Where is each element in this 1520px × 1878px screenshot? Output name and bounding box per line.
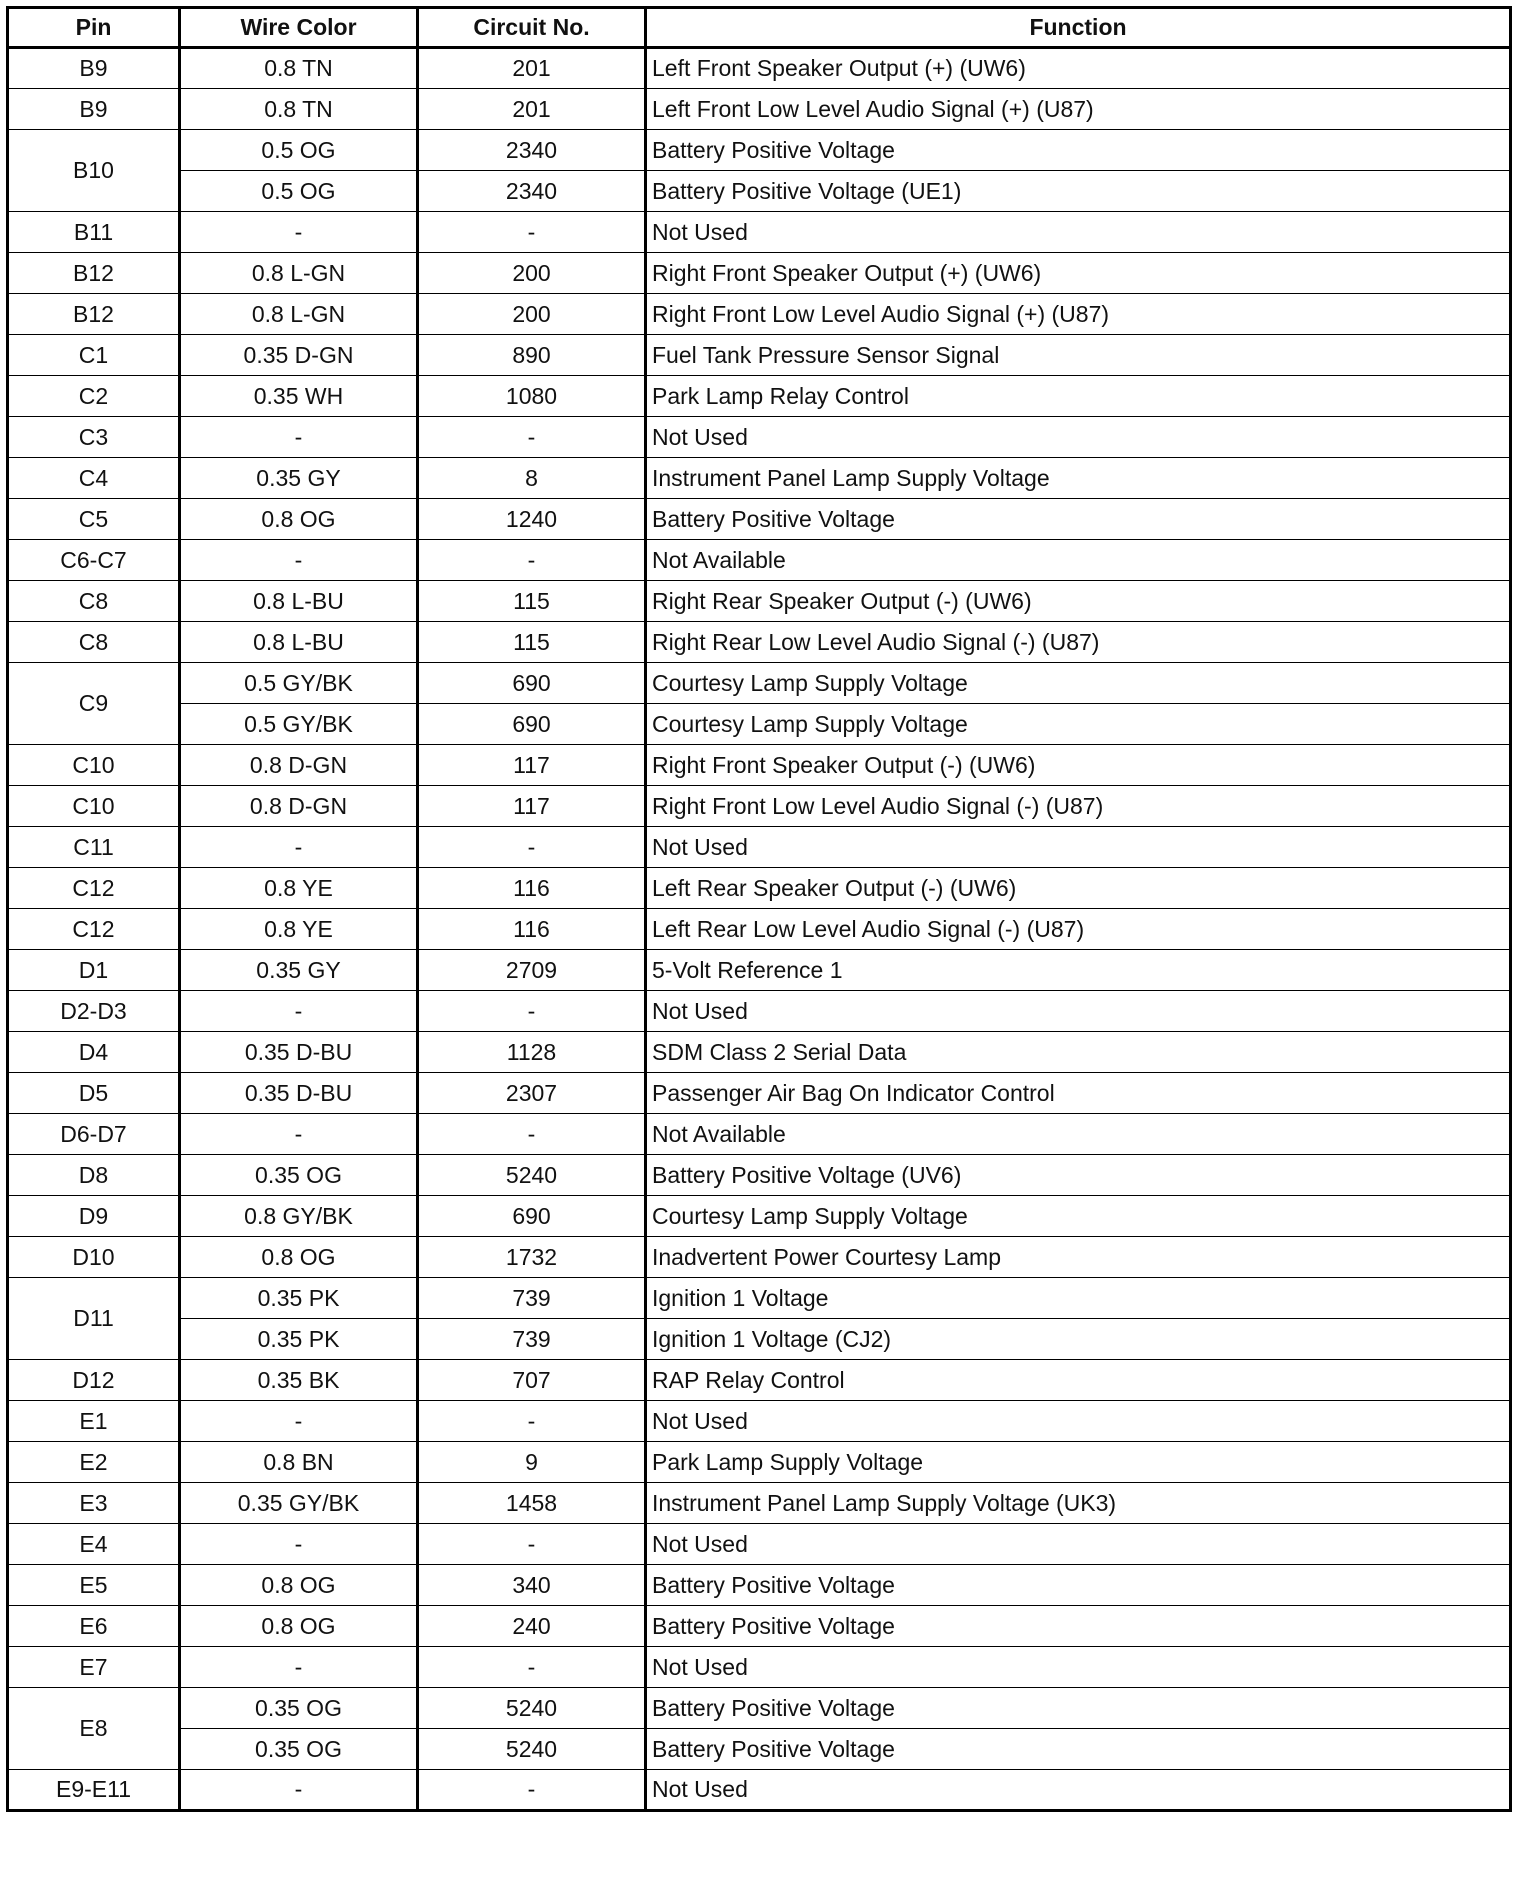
function-cell: Battery Positive Voltage (UE1) [646,171,1511,212]
header-pin: Pin [8,8,180,48]
function-cell: Not Available [646,1114,1511,1155]
circuit-no-cell: - [418,212,646,253]
circuit-no-cell: 5240 [418,1155,646,1196]
function-cell: Right Rear Low Level Audio Signal (-) (U87) [646,622,1511,663]
function-cell: Park Lamp Relay Control [646,376,1511,417]
pin-cell: E8 [8,1688,180,1770]
pin-cell: B9 [8,89,180,130]
table-row [8,458,1511,499]
wire-color-cell: - [180,212,418,253]
table-row [8,1155,1511,1196]
pin-cell: C8 [8,581,180,622]
function-cell: Not Used [646,1401,1511,1442]
function-cell: Ignition 1 Voltage [646,1278,1511,1319]
function-cell: Ignition 1 Voltage (CJ2) [646,1319,1511,1360]
function-cell: Not Used [646,991,1511,1032]
circuit-no-cell: 2709 [418,950,646,991]
table-row [8,704,1511,745]
pin-cell: C5 [8,499,180,540]
header-function: Function [646,8,1511,48]
table-row [8,1114,1511,1155]
wire-color-cell: 0.8 L-GN [180,294,418,335]
wire-color-cell: 0.35 GY [180,950,418,991]
wire-color-cell: - [180,540,418,581]
wire-color-cell: 0.8 OG [180,1565,418,1606]
function-cell: 5-Volt Reference 1 [646,950,1511,991]
circuit-no-cell: - [418,991,646,1032]
function-cell: Not Used [646,212,1511,253]
wire-color-cell: 0.8 TN [180,48,418,89]
pin-cell: D10 [8,1237,180,1278]
circuit-no-cell: - [418,1114,646,1155]
table-row [8,745,1511,786]
pin-cell: E6 [8,1606,180,1647]
pin-cell: D1 [8,950,180,991]
pin-cell: D11 [8,1278,180,1360]
table-header [8,8,1511,48]
pin-cell: C2 [8,376,180,417]
function-cell: Left Front Speaker Output (+) (UW6) [646,48,1511,89]
circuit-no-cell: - [418,1524,646,1565]
function-cell: Courtesy Lamp Supply Voltage [646,704,1511,745]
function-cell: Battery Positive Voltage (UV6) [646,1155,1511,1196]
wire-color-cell: - [180,991,418,1032]
circuit-no-cell: 1458 [418,1483,646,1524]
function-cell: Battery Positive Voltage [646,499,1511,540]
function-cell: Not Used [646,1647,1511,1688]
function-cell: SDM Class 2 Serial Data [646,1032,1511,1073]
wire-color-cell: 0.35 BK [180,1360,418,1401]
table-row [8,1524,1511,1565]
circuit-no-cell: 240 [418,1606,646,1647]
function-cell: Not Available [646,540,1511,581]
circuit-no-cell: 340 [418,1565,646,1606]
function-cell: RAP Relay Control [646,1360,1511,1401]
table-row [8,1401,1511,1442]
pin-cell: D5 [8,1073,180,1114]
pin-cell: C12 [8,868,180,909]
circuit-no-cell: 200 [418,294,646,335]
wire-color-cell: 0.35 WH [180,376,418,417]
pin-cell: E3 [8,1483,180,1524]
wire-color-cell: 0.8 YE [180,868,418,909]
table-row [8,950,1511,991]
pin-cell: B12 [8,294,180,335]
wire-color-cell: 0.35 PK [180,1319,418,1360]
pin-cell: B11 [8,212,180,253]
circuit-no-cell: - [418,540,646,581]
table-row [8,786,1511,827]
pin-cell: C1 [8,335,180,376]
pin-cell: D9 [8,1196,180,1237]
header-row [8,8,1511,48]
wire-color-cell: 0.8 OG [180,499,418,540]
table-row [8,1360,1511,1401]
wire-color-cell: - [180,1770,418,1811]
table-row [8,1565,1511,1606]
wire-color-cell: 0.35 OG [180,1688,418,1729]
circuit-no-cell: 117 [418,745,646,786]
wire-color-cell: - [180,417,418,458]
table-body [8,48,1511,1811]
circuit-no-cell: 707 [418,1360,646,1401]
table-row [8,130,1511,171]
function-cell: Right Front Speaker Output (-) (UW6) [646,745,1511,786]
pin-cell: D4 [8,1032,180,1073]
pin-cell: C9 [8,663,180,745]
wire-color-cell: 0.8 D-GN [180,745,418,786]
circuit-no-cell: 890 [418,335,646,376]
wire-color-cell: - [180,1401,418,1442]
circuit-no-cell: 690 [418,663,646,704]
circuit-no-cell: 5240 [418,1688,646,1729]
circuit-no-cell: 739 [418,1319,646,1360]
wire-color-cell: 0.5 GY/BK [180,663,418,704]
pin-cell: E1 [8,1401,180,1442]
function-cell: Battery Positive Voltage [646,1565,1511,1606]
wire-color-cell: 0.8 L-BU [180,622,418,663]
circuit-no-cell: 739 [418,1278,646,1319]
table-row [8,171,1511,212]
function-cell: Right Front Speaker Output (+) (UW6) [646,253,1511,294]
pin-cell: C3 [8,417,180,458]
wire-color-cell: 0.35 GY/BK [180,1483,418,1524]
circuit-no-cell: - [418,417,646,458]
circuit-no-cell: 1128 [418,1032,646,1073]
circuit-no-cell: - [418,1401,646,1442]
pin-cell: D6-D7 [8,1114,180,1155]
pinout-table [6,6,1512,1812]
table-row [8,1032,1511,1073]
function-cell: Right Front Low Level Audio Signal (-) (U87) [646,786,1511,827]
circuit-no-cell: 1240 [418,499,646,540]
pin-cell: C4 [8,458,180,499]
wire-color-cell: 0.8 YE [180,909,418,950]
wire-color-cell: 0.8 BN [180,1442,418,1483]
table-row [8,663,1511,704]
table-row [8,1278,1511,1319]
wire-color-cell: 0.35 D-BU [180,1032,418,1073]
circuit-no-cell: 115 [418,581,646,622]
wire-color-cell: 0.8 TN [180,89,418,130]
table-row [8,1647,1511,1688]
function-cell: Park Lamp Supply Voltage [646,1442,1511,1483]
circuit-no-cell: 2340 [418,171,646,212]
table-row [8,622,1511,663]
table-row [8,376,1511,417]
circuit-no-cell: - [418,1647,646,1688]
table-row [8,581,1511,622]
table-row [8,1237,1511,1278]
wire-color-cell: 0.8 L-GN [180,253,418,294]
function-cell: Passenger Air Bag On Indicator Control [646,1073,1511,1114]
table-row [8,253,1511,294]
function-cell: Fuel Tank Pressure Sensor Signal [646,335,1511,376]
circuit-no-cell: - [418,827,646,868]
pin-cell: B10 [8,130,180,212]
wire-color-cell: 0.35 D-GN [180,335,418,376]
table-row [8,540,1511,581]
circuit-no-cell: 1080 [418,376,646,417]
table-row [8,991,1511,1032]
table-row [8,294,1511,335]
circuit-no-cell: 201 [418,48,646,89]
circuit-no-cell: 200 [418,253,646,294]
function-cell: Not Used [646,1770,1511,1811]
function-cell: Battery Positive Voltage [646,1688,1511,1729]
function-cell: Left Front Low Level Audio Signal (+) (U87) [646,89,1511,130]
table-row [8,499,1511,540]
table-row [8,89,1511,130]
circuit-no-cell: 8 [418,458,646,499]
circuit-no-cell: 1732 [418,1237,646,1278]
function-cell: Not Used [646,1524,1511,1565]
pin-cell: C6-C7 [8,540,180,581]
function-cell: Battery Positive Voltage [646,1729,1511,1770]
circuit-no-cell: 690 [418,704,646,745]
wire-color-cell: 0.35 D-BU [180,1073,418,1114]
circuit-no-cell: 9 [418,1442,646,1483]
pin-cell: E2 [8,1442,180,1483]
table-row [8,212,1511,253]
function-cell: Not Used [646,827,1511,868]
pin-cell: B9 [8,48,180,89]
wire-color-cell: 0.5 OG [180,171,418,212]
function-cell: Battery Positive Voltage [646,1606,1511,1647]
table-row [8,1073,1511,1114]
circuit-no-cell: 2340 [418,130,646,171]
wire-color-cell: 0.8 GY/BK [180,1196,418,1237]
pin-cell: E4 [8,1524,180,1565]
table-row [8,1196,1511,1237]
header-wire-color: Wire Color [180,8,418,48]
circuit-no-cell: 201 [418,89,646,130]
pin-cell: C11 [8,827,180,868]
circuit-no-cell: 116 [418,909,646,950]
pin-cell: E7 [8,1647,180,1688]
pin-cell: D12 [8,1360,180,1401]
function-cell: Courtesy Lamp Supply Voltage [646,663,1511,704]
function-cell: Instrument Panel Lamp Supply Voltage [646,458,1511,499]
wire-color-cell: 0.5 GY/BK [180,704,418,745]
table-row [8,1729,1511,1770]
connector-pinout-document [6,6,1512,1812]
circuit-no-cell: 690 [418,1196,646,1237]
wire-color-cell: - [180,827,418,868]
pin-cell: E9-E11 [8,1770,180,1811]
circuit-no-cell: 116 [418,868,646,909]
table-row [8,1606,1511,1647]
table-row [8,1688,1511,1729]
wire-color-cell: 0.8 D-GN [180,786,418,827]
table-row [8,868,1511,909]
table-row [8,48,1511,89]
wire-color-cell: - [180,1524,418,1565]
wire-color-cell: 0.35 OG [180,1155,418,1196]
wire-color-cell: - [180,1647,418,1688]
function-cell: Courtesy Lamp Supply Voltage [646,1196,1511,1237]
pin-cell: D8 [8,1155,180,1196]
table-row [8,827,1511,868]
table-row [8,417,1511,458]
circuit-no-cell: 2307 [418,1073,646,1114]
pin-cell: C8 [8,622,180,663]
function-cell: Right Rear Speaker Output (-) (UW6) [646,581,1511,622]
function-cell: Right Front Low Level Audio Signal (+) (U87) [646,294,1511,335]
circuit-no-cell: 117 [418,786,646,827]
function-cell: Left Rear Low Level Audio Signal (-) (U87) [646,909,1511,950]
wire-color-cell: 0.5 OG [180,130,418,171]
function-cell: Left Rear Speaker Output (-) (UW6) [646,868,1511,909]
pin-cell: C12 [8,909,180,950]
pin-cell: E5 [8,1565,180,1606]
circuit-no-cell: - [418,1770,646,1811]
wire-color-cell: 0.8 OG [180,1606,418,1647]
header-circuit-no: Circuit No. [418,8,646,48]
table-row [8,1442,1511,1483]
circuit-no-cell: 115 [418,622,646,663]
function-cell: Instrument Panel Lamp Supply Voltage (UK3) [646,1483,1511,1524]
pin-cell: C10 [8,745,180,786]
wire-color-cell: - [180,1114,418,1155]
pin-cell: B12 [8,253,180,294]
function-cell: Battery Positive Voltage [646,130,1511,171]
circuit-no-cell: 5240 [418,1729,646,1770]
wire-color-cell: 0.35 GY [180,458,418,499]
pin-cell: D2-D3 [8,991,180,1032]
table-row [8,1483,1511,1524]
function-cell: Inadvertent Power Courtesy Lamp [646,1237,1511,1278]
table-row [8,335,1511,376]
wire-color-cell: 0.35 OG [180,1729,418,1770]
pin-cell: C10 [8,786,180,827]
table-row [8,1770,1511,1811]
function-cell: Not Used [646,417,1511,458]
wire-color-cell: 0.35 PK [180,1278,418,1319]
wire-color-cell: 0.8 OG [180,1237,418,1278]
table-row [8,1319,1511,1360]
wire-color-cell: 0.8 L-BU [180,581,418,622]
table-row [8,909,1511,950]
